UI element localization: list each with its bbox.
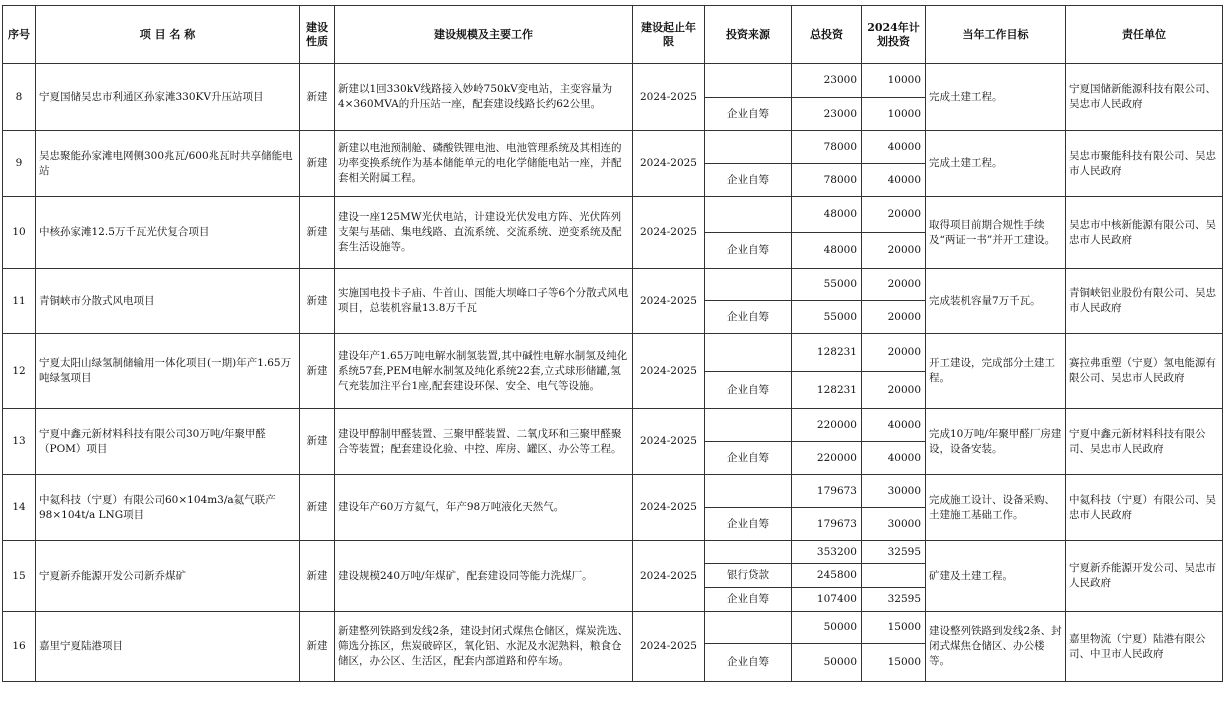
table-row [3,269,1223,301]
row-source [705,64,792,98]
row-total: 179673 [792,475,862,508]
row-plan: 20000 [862,372,926,409]
row-source: 企业自筹 [705,233,792,269]
row-seq: 8 [3,64,36,131]
row-name: 宁夏新乔能源开发公司新乔煤矿 [36,541,300,612]
row-seq: 9 [3,131,36,197]
row-period: 2024-2025 [633,64,705,131]
table-row [3,475,1223,508]
row-goal: 开工建设，完成部分土建工程。 [926,334,1066,409]
table-row [3,197,1223,233]
row-name: 中核孙家滩12.5万千瓦光伏复合项目 [36,197,300,269]
row-total: 55000 [792,269,862,301]
row-nature: 新建 [300,475,335,541]
investment-table [2,5,1223,682]
table-row [3,334,1223,372]
row-plan: 20000 [862,334,926,372]
header-source: 投资来源 [705,6,792,64]
row-plan: 20000 [862,301,926,334]
row-nature: 新建 [300,269,335,334]
row-source: 企业自筹 [705,508,792,541]
row-scale: 建设一座125MW光伏电站，计建设光伏发电方阵、光伏阵列支架与基础、集电线路、直流系统、交流系统、逆变系统及配套生活设施等。 [335,197,633,269]
row-plan: 10000 [862,98,926,131]
row-source [705,131,792,164]
row-total: 48000 [792,233,862,269]
row-nature: 新建 [300,64,335,131]
row-unit: 嘉里物流（宁夏）陆港有限公司、中卫市人民政府 [1066,612,1223,682]
row-total: 220000 [792,409,862,442]
row-unit: 吴忠市中核新能源有限公司、吴忠市人民政府 [1066,197,1223,269]
row-goal: 建设整列铁路到发线2条、封闭式煤焦仓储区、办公楼等。 [926,612,1066,682]
row-unit: 宁夏国储新能源科技有限公司、吴忠市人民政府 [1066,64,1223,131]
row-plan: 15000 [862,612,926,644]
row-total: 128231 [792,334,862,372]
row-period: 2024-2025 [633,197,705,269]
row-total: 353200 [792,541,862,564]
row-nature: 新建 [300,334,335,409]
row-name: 嘉里宁夏陆港项目 [36,612,300,682]
row-period: 2024-2025 [633,475,705,541]
row-source [705,409,792,442]
row-source: 企业自筹 [705,164,792,197]
row-scale: 新建以1回330kV线路接入妙岭750kV变电站，主变容量为4×360MVA的升压站一座，配套建设线路长约62公里。 [335,64,633,131]
row-name: 青铜峡市分散式风电项目 [36,269,300,334]
row-scale: 建设规模240万吨/年煤矿，配套建设同等能力洗煤厂。 [335,541,633,612]
table-body [3,64,1223,682]
row-source: 企业自筹 [705,588,792,612]
header-name: 项 目 名 称 [36,6,300,64]
row-unit: 宁夏中鑫元新材料科技有限公司、吴忠市人民政府 [1066,409,1223,475]
row-nature: 新建 [300,131,335,197]
table-row [3,541,1223,564]
row-name: 宁夏太阳山绿氢制储输用一体化项目(一期)年产1.65万吨绿氢项目 [36,334,300,409]
row-total: 128231 [792,372,862,409]
row-nature: 新建 [300,197,335,269]
row-unit: 赛拉弗重塑（宁夏）氢电能源有限公司、吴忠市人民政府 [1066,334,1223,409]
row-total: 78000 [792,164,862,197]
row-plan: 30000 [862,475,926,508]
row-seq: 13 [3,409,36,475]
row-name: 宁夏中鑫元新材料科技有限公司30万吨/年聚甲醛（POM）项目 [36,409,300,475]
row-plan: 20000 [862,233,926,269]
row-total: 245800 [792,564,862,588]
row-goal: 取得项目前期合规性手续及“两证一书”并开工建设。 [926,197,1066,269]
header-row [3,6,1223,64]
row-period: 2024-2025 [633,541,705,612]
row-source [705,541,792,564]
row-seq: 14 [3,475,36,541]
row-total: 50000 [792,644,862,682]
row-seq: 15 [3,541,36,612]
table-row [3,612,1223,644]
row-seq: 12 [3,334,36,409]
row-scale: 实施国电投卡子庙、牛首山、国能大坝峰口子等6个分散式风电项目，总装机容量13.8万千瓦 [335,269,633,334]
row-total: 48000 [792,197,862,233]
row-source [705,612,792,644]
row-scale: 建设年产1.65万吨电解水制氢装置,其中碱性电解水制氢及纯化系统57套,PEM电解水制氢及纯化系统22套,立式球形储罐,氢气充装加注平台1座,配套建设环保、安全、电气等设施。 [335,334,633,409]
row-total: 220000 [792,442,862,475]
header-goal: 当年工作目标 [926,6,1066,64]
row-scale: 新建整列铁路到发线2条，建设封闭式煤焦仓储区，煤炭洗选、筛选分拣区，焦炭破碎区，氧化铝、水泥及水泥熟料，粮食仓储区，办公区、生活区，配套内部道路和停车场。 [335,612,633,682]
row-source: 企业自筹 [705,442,792,475]
row-plan: 10000 [862,64,926,98]
row-plan: 15000 [862,644,926,682]
row-scale: 建设甲醇制甲醛装置、三聚甲醛装置、二氧戊环和三聚甲醛聚合等装置；配套建设化验、中控、库房、罐区、办公等工程。 [335,409,633,475]
row-plan: 32595 [862,588,926,612]
row-source: 企业自筹 [705,644,792,682]
row-source [705,334,792,372]
row-seq: 16 [3,612,36,682]
row-scale: 建设年产60万方氦气，年产98万吨液化天然气。 [335,475,633,541]
row-unit: 青铜峡铝业股份有限公司、吴忠市人民政府 [1066,269,1223,334]
row-period: 2024-2025 [633,409,705,475]
row-total: 23000 [792,98,862,131]
row-period: 2024-2025 [633,334,705,409]
row-plan [862,564,926,588]
header-unit: 责任单位 [1066,6,1223,64]
row-seq: 11 [3,269,36,334]
row-source: 企业自筹 [705,98,792,131]
row-plan: 40000 [862,409,926,442]
row-scale: 新建以电池预制舱、磷酸铁锂电池、电池管理系统及其相连的功率变换系统作为基本储能单元的电化学储能电站一座，并配套相关附属工程。 [335,131,633,197]
row-nature: 新建 [300,541,335,612]
row-plan: 40000 [862,164,926,197]
row-total: 107400 [792,588,862,612]
row-period: 2024-2025 [633,269,705,334]
row-name: 中氦科技（宁夏）有限公司60×104m3/a氦气联产98×104t/a LNG项目 [36,475,300,541]
row-total: 179673 [792,508,862,541]
table-row [3,409,1223,442]
header-scale: 建设规模及主要工作 [335,6,633,64]
header-period: 建设起止年限 [633,6,705,64]
row-plan: 40000 [862,131,926,164]
row-unit: 宁夏新乔能源开发公司、吴忠市人民政府 [1066,541,1223,612]
row-source: 银行贷款 [705,564,792,588]
row-source: 企业自筹 [705,372,792,409]
row-goal: 完成土建工程。 [926,131,1066,197]
row-period: 2024-2025 [633,612,705,682]
header-nature: 建设性质 [300,6,335,64]
header-plan: 2024年计划投资 [862,6,926,64]
row-seq: 10 [3,197,36,269]
row-nature: 新建 [300,409,335,475]
row-name: 宁夏国储吴忠市利通区孙家滩330KV升压站项目 [36,64,300,131]
row-source [705,269,792,301]
row-plan: 20000 [862,197,926,233]
row-total: 23000 [792,64,862,98]
row-total: 78000 [792,131,862,164]
row-goal: 完成10万吨/年聚甲醛厂房建设，设备安装。 [926,409,1066,475]
row-plan: 30000 [862,508,926,541]
row-goal: 完成施工设计、设备采购、土建施工基础工作。 [926,475,1066,541]
row-period: 2024-2025 [633,131,705,197]
table-row [3,64,1223,98]
table-row [3,131,1223,164]
row-total: 50000 [792,612,862,644]
row-goal: 完成装机容量7万千瓦。 [926,269,1066,334]
row-nature: 新建 [300,612,335,682]
row-plan: 32595 [862,541,926,564]
row-unit: 吴忠市聚能科技有限公司、吴忠市人民政府 [1066,131,1223,197]
row-plan: 40000 [862,442,926,475]
header-seq: 序号 [3,6,36,64]
row-goal: 完成土建工程。 [926,64,1066,131]
row-source [705,475,792,508]
row-source [705,197,792,233]
row-plan: 20000 [862,269,926,301]
row-name: 吴忠聚能孙家滩电网侧300兆瓦/600兆瓦时共享储能电站 [36,131,300,197]
row-total: 55000 [792,301,862,334]
row-source: 企业自筹 [705,301,792,334]
row-unit: 中氦科技（宁夏）有限公司、吴忠市人民政府 [1066,475,1223,541]
header-total: 总投资 [792,6,862,64]
row-goal: 矿建及土建工程。 [926,541,1066,612]
